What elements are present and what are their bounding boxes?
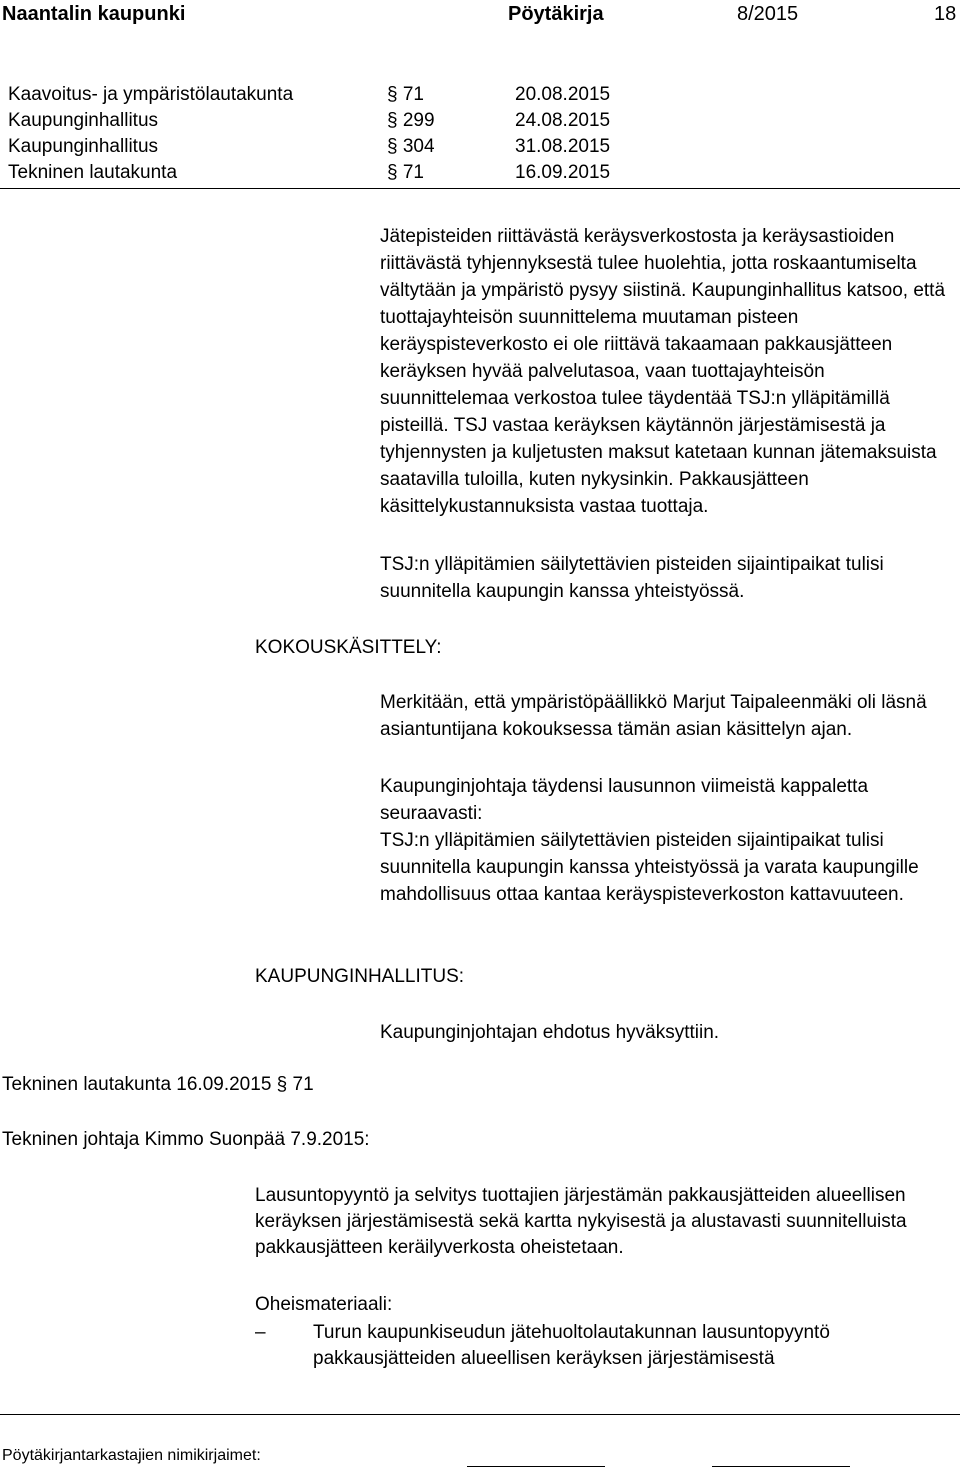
meeting-note-paragraph: Merkitään, että ympäristöpäällikkö Marjut Taipaleenmäki oli läsnä asiantuntijana kokouksessa tämän asian käsittelyn ajan. [380, 692, 927, 740]
request-paragraph [255, 1183, 955, 1261]
attachment-text: Turun kaupunkiseudun jätehuoltolautakunnan lausuntopyyntö pakkausjätteiden alueellisen keräyksen järjestämisestä [313, 1322, 830, 1369]
history-divider [0, 188, 960, 189]
signature-line [467, 1466, 605, 1467]
section-label-kokouskasittely: KOKOUSKÄSITTELY: [255, 637, 442, 658]
history-section: § 71 [387, 84, 424, 105]
amendment-text: TSJ:n ylläpitämien säilytettävien pisteiden sijaintipaikat tulisi suunnitella kaupungin kanssa yhteistyössä ja varata kaupungille mahdollisuus ottaa kantaa keräyspisteverkoston kattavuuteen. [380, 830, 919, 905]
meeting-note [380, 689, 956, 743]
statement-paragraph: TSJ:n ylläpitämien säilytettävien pisteiden sijaintipaikat tulisi suunnitella kaupungin kanssa yhteistyössä. [380, 554, 884, 602]
doc-type: Pöytäkirja [508, 3, 604, 25]
history-section: § 299 [387, 110, 435, 131]
history-body: Tekninen lautakunta [8, 162, 178, 183]
mayor-amendment [380, 773, 956, 908]
request-paragraph-text: Lausuntopyyntö ja selvitys tuottajien järjestämän pakkausjätteiden alueellisen keräyksen järjestämisestä sekä kartta nykyisestä ja alustavasti suunnitelluista pakkausjätteen keräilyverkosta oheistetaan. [255, 1185, 907, 1258]
history-date: 16.09.2015 [515, 162, 611, 183]
amendment-lead: Kaupunginjohtaja täydensi lausunnon viimeistä kappaletta seuraavasti: [380, 776, 869, 824]
history-row [8, 82, 648, 108]
statement-paragraph: Jätepisteiden riittävästä keräysverkostosta ja keräysastioiden riittävästä tyhjennyksestä tulee huolehtia, jotta roskaantumiselta vältytään ja ympäristö pysyy siistinä. Kaupunginhallitus katsoo, että tuottajayhteisön suunnittelema muutaman pisteen keräyspisteverkosto ei ole riittävä takaamaan pakkausjätteen keräyksen hyvää palvelutasoa, vaan tuottajayhteisön suunnittelemaa verkostoa tulee täydentää TSJ:n ylläpitämillä pisteillä. TSJ vastaa keräyksen käytännön järjestämisestä ja tyhjennysten ja kuljetusten maksut katetaan kunnan jätemaksuista saatavilla tuloilla, kuten nykysinkin. Pakkausjätteen käsittelykustannuksista vastaa tuottaja. [380, 226, 946, 517]
committee-heading: Tekninen lautakunta 16.09.2015 § 71 [2, 1074, 314, 1095]
history-row [8, 108, 648, 134]
history-date: 24.08.2015 [515, 110, 611, 131]
attachments-label: Oheismateriaali: [255, 1294, 393, 1315]
section-label-kaupunginhallitus: KAUPUNGINHALLITUS: [255, 966, 465, 987]
statement-block-2 [380, 551, 956, 605]
decision-text: Kaupunginjohtajan ehdotus hyväksyttiin. [380, 1022, 720, 1043]
history-body: Kaavoitus- ja ympäristölautakunta [8, 84, 294, 105]
handling-history [8, 82, 648, 186]
org-name: Naantalin kaupunki [2, 3, 186, 25]
history-section: § 304 [387, 136, 435, 157]
history-row [8, 160, 648, 186]
signature-line [712, 1466, 850, 1467]
doc-number: 8/2015 [737, 3, 799, 25]
history-section: § 71 [387, 162, 424, 183]
history-body: Kaupunginhallitus [8, 110, 159, 131]
decision [380, 1019, 956, 1046]
statement-block [380, 223, 956, 520]
history-row [8, 134, 648, 160]
history-date: 31.08.2015 [515, 136, 611, 157]
page-number: 18 [934, 3, 957, 25]
history-date: 20.08.2015 [515, 84, 611, 105]
footer-label: Pöytäkirjantarkastajien nimikirjaimet: [2, 1447, 261, 1464]
list-dash: – [255, 1322, 266, 1343]
footer-divider [0, 1414, 960, 1415]
preparer-line: Tekninen johtaja Kimmo Suonpää 7.9.2015: [2, 1129, 370, 1150]
history-body: Kaupunginhallitus [8, 136, 159, 157]
